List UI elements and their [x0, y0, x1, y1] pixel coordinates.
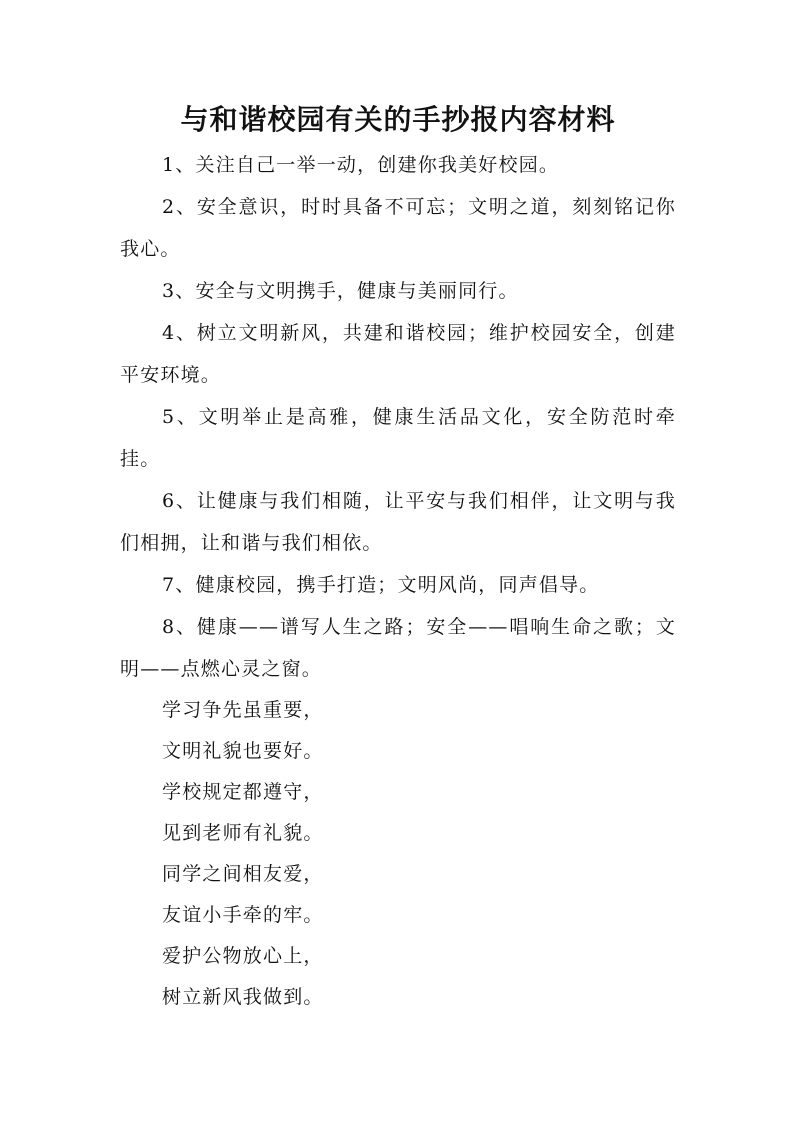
- poem-line-3: 学校规定都遵守，: [162, 781, 324, 803]
- paragraph-6: 6、让健康与我们相随，让平安与我们相伴，让文明与我们相拥，让和谐与我们相依。: [120, 490, 676, 554]
- poem: [120, 690, 676, 1018]
- paragraph-8: 8、健康——谱写人生之路；安全——唱响生命之歌；文明——点燃心灵之窗。: [120, 616, 676, 680]
- document-page: [120, 98, 676, 1018]
- document-body: [120, 144, 676, 1018]
- poem-line-2: 文明礼貌也要好。: [162, 740, 324, 762]
- paragraph-3: 3、安全与文明携手，健康与美丽同行。: [162, 280, 519, 302]
- poem-line-8: 树立新风我做到。: [162, 986, 324, 1008]
- poem-line-1: 学习争先虽重要，: [162, 699, 324, 721]
- paragraph-1: 1、关注自己一举一动，创建你我美好校园。: [162, 154, 560, 176]
- paragraph-4: 4、树立文明新风，共建和谐校园；维护校园安全，创建平安环境。: [120, 322, 676, 386]
- poem-line-4: 见到老师有礼貌。: [162, 822, 324, 844]
- document-title: 与和谐校园有关的手抄报内容材料: [180, 103, 616, 136]
- poem-line-5: 同学之间相友爱，: [162, 863, 324, 885]
- poem-line-7: 爱护公物放心上，: [162, 945, 324, 967]
- paragraph-7: 7、健康校园，携手打造；文明风尚，同声倡导。: [162, 574, 600, 596]
- poem-line-6: 友谊小手牵的牢。: [162, 904, 324, 926]
- paragraph-5: 5、文明举止是高雅，健康生活品文化，安全防范时牵挂。: [120, 406, 676, 470]
- paragraph-2: 2、安全意识，时时具备不可忘；文明之道，刻刻铭记你我心。: [120, 196, 676, 260]
